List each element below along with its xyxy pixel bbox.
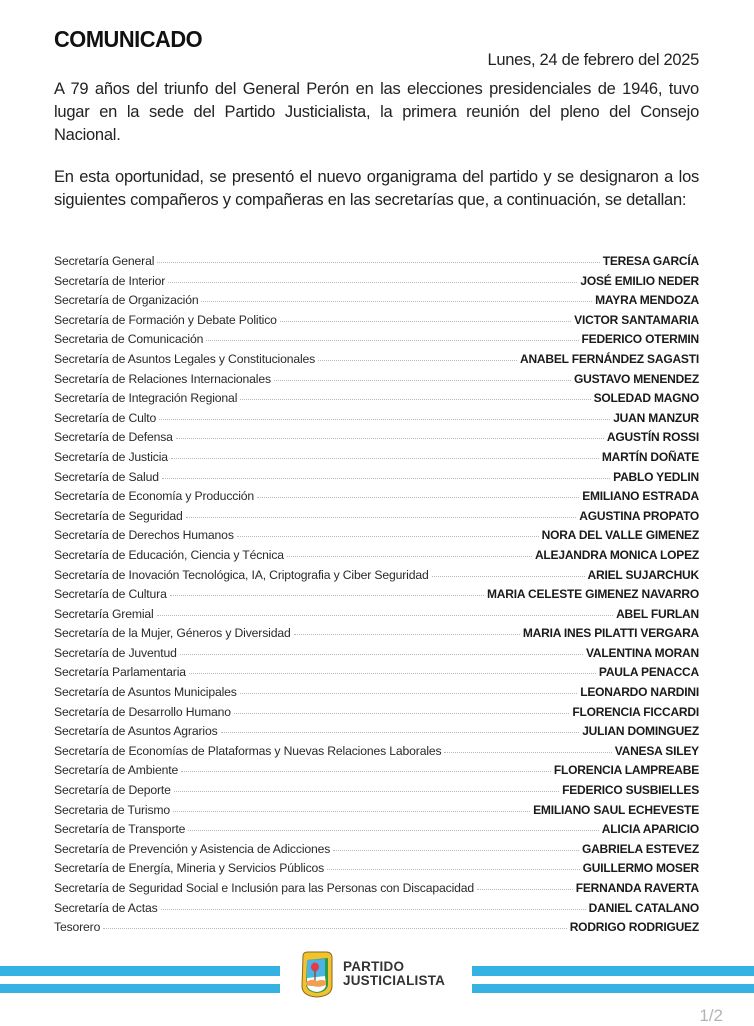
office-name: Secretaría de Inovación Tecnológica, IA, Criptografia y Ciber Seguridad [54, 567, 429, 582]
appointment-row [54, 861, 699, 881]
dotted-leader [174, 791, 559, 792]
appointee-name: SOLEDAD MAGNO [593, 391, 699, 406]
appointee-name: GABRIELA ESTEVEZ [581, 841, 699, 856]
dotted-leader [206, 340, 578, 341]
appointee-name: JOSÉ EMILIO NEDER [580, 273, 699, 288]
appointee-name: ARIEL SUJARCHUK [587, 567, 699, 582]
appointee-name: FLORENCIA LAMPREABE [553, 763, 699, 778]
appointee-name: MARIA CELESTE GIMENEZ NAVARRO [487, 587, 699, 602]
dotted-leader [162, 478, 610, 479]
appointment-row [54, 293, 699, 313]
appointee-name: FEDERICO SUSBIELLES [562, 783, 699, 798]
appointment-row [54, 489, 699, 509]
dotted-leader [186, 517, 577, 518]
appointment-row [54, 685, 699, 705]
appointee-name: JUAN MANZUR [613, 410, 699, 425]
dotted-leader [180, 654, 583, 655]
appointment-row [54, 901, 699, 921]
dotted-leader [257, 497, 579, 498]
document-date: Lunes, 24 de febrero del 2025 [487, 51, 699, 69]
appointee-name: GUSTAVO MENENDEZ [573, 371, 699, 386]
appointee-name: MAYRA MENDOZA [595, 293, 699, 308]
appointee-name: PABLO YEDLIN [613, 469, 699, 484]
office-name: Secretaría de Energía, Mineria y Servicios Públicos [54, 861, 325, 876]
dotted-leader [170, 595, 484, 596]
appointee-name: VICTOR SANTAMARIA [574, 312, 699, 327]
flag-stripe-left-top [0, 966, 280, 976]
document-title: COMUNICADO [54, 26, 203, 52]
office-name: Secretaría de Interior [54, 273, 166, 288]
office-name: Secretaría de Salud [54, 469, 159, 484]
appointee-name: ALICIA APARICIO [601, 822, 699, 837]
appointee-name: ANABEL FERNÁNDEZ SAGASTI [520, 351, 699, 366]
dotted-leader [444, 752, 611, 753]
dotted-leader [157, 262, 599, 263]
office-name: Secretaría de Economía y Producción [54, 489, 255, 504]
appointee-name: DANIEL CATALANO [588, 900, 699, 915]
dotted-leader [274, 380, 571, 381]
appointee-name: FEDERICO OTERMIN [581, 332, 699, 347]
office-name: Secretaría de Asuntos Municipales [54, 685, 237, 700]
dotted-leader [280, 321, 571, 322]
office-name: Secretaría Parlamentaria [54, 665, 186, 680]
office-name: Secretaría de Economías de Plataformas y Nuevas Relaciones Laborales [54, 743, 442, 758]
office-name: Secretaría de Justicia [54, 449, 168, 464]
appointment-row [54, 313, 699, 333]
dotted-leader [327, 869, 580, 870]
office-name: Secretaría de Formación y Debate Politico [54, 312, 277, 327]
office-name: Secretaría de Cultura [54, 587, 167, 602]
dotted-leader [157, 615, 614, 616]
appointment-row [54, 274, 699, 294]
dotted-leader [287, 556, 532, 557]
appointment-row [54, 920, 699, 940]
page-indicator: 1/2 [699, 1006, 723, 1025]
appointment-row [54, 646, 699, 666]
appointee-name: GUILLERMO MOSER [582, 861, 699, 876]
appointment-row [54, 763, 699, 783]
appointment-row [54, 665, 699, 685]
appointee-name: JULIAN DOMINGUEZ [582, 724, 699, 739]
appointee-name: ABEL FURLAN [616, 606, 699, 621]
appointment-row [54, 822, 699, 842]
party-logo [299, 950, 445, 998]
dotted-leader [432, 576, 585, 577]
flag-stripe-right-top [472, 966, 754, 976]
dotted-leader [103, 928, 567, 929]
office-name: Secretaría General [54, 254, 155, 268]
appointment-row [54, 783, 699, 803]
office-name: Secretaría Gremial [54, 606, 154, 621]
appointee-name: FLORENCIA FICCARDI [572, 704, 699, 719]
appointee-name: VALENTINA MORAN [586, 645, 699, 660]
appointment-row [54, 607, 699, 627]
dotted-leader [171, 458, 599, 459]
dotted-leader [161, 909, 586, 910]
dotted-leader [221, 732, 580, 733]
dotted-leader [176, 438, 604, 439]
appointment-row [54, 705, 699, 725]
appointee-name: FERNANDA RAVERTA [575, 881, 699, 895]
appointment-row [54, 352, 699, 372]
dotted-leader [240, 693, 577, 694]
office-name: Secretaría de Educación, Ciencia y Técnica [54, 547, 284, 562]
appointee-name: EMILIANO SAUL ECHEVESTE [533, 802, 699, 817]
appointee-name: LEONARDO NARDINI [580, 685, 699, 700]
dotted-leader [237, 536, 539, 537]
appointment-row [54, 568, 699, 588]
office-name: Secretaría de Actas [54, 900, 158, 915]
office-name: Secretaría de Seguridad Social e Inclusión para las Personas con Discapacidad [54, 881, 475, 895]
office-name: Secretaría de Seguridad [54, 508, 183, 523]
dotted-leader [188, 830, 599, 831]
designation-paragraph: En esta oportunidad, se presentó el nuevo organigrama del partido y se designaron a los siguientes compañeros y compañeras en las secretarías que, a continuación, se detallan: [54, 168, 699, 209]
appointment-row [54, 803, 699, 823]
appointment-row [54, 842, 699, 862]
dotted-leader [318, 360, 517, 361]
pj-shield-icon [299, 950, 335, 998]
office-name: Secretaría de Culto [54, 410, 157, 425]
dotted-leader [201, 301, 592, 302]
appointment-row [54, 528, 699, 548]
appointment-row [54, 332, 699, 352]
office-name: Secretaría de Deporte [54, 783, 171, 798]
office-name: Secretaría de la Mujer, Géneros y Diversidad [54, 626, 291, 641]
intro-paragraph: A 79 años del triunfo del General Perón en las elecciones presidenciales de 1946, tuvo lugar en la sede del Partido Justicialista, la primera reunión del pleno del Consejo Nacional. [54, 80, 699, 144]
appointment-row [54, 626, 699, 646]
party-name-line2: JUSTICIALISTA [343, 973, 446, 988]
dotted-leader [189, 673, 596, 674]
office-name: Secretaría de Integración Regional [54, 391, 238, 406]
office-name: Secretaría de Desarrollo Humano [54, 704, 231, 719]
dotted-leader [240, 399, 590, 400]
party-name-line1: PARTIDO [343, 959, 405, 974]
dotted-leader [159, 419, 610, 420]
flag-stripe-right-bottom [472, 984, 754, 993]
party-name [343, 960, 445, 988]
appointee-name: AGUSTINA PROPATO [579, 508, 699, 523]
appointee-name: NORA DEL VALLE GIMENEZ [541, 528, 699, 543]
appointee-name: PAULA PENACCA [598, 665, 699, 680]
dotted-leader [234, 713, 569, 714]
office-name: Secretaria de Comunicación [54, 332, 204, 347]
dotted-leader [173, 811, 530, 812]
appointee-name: VANESA SILEY [614, 743, 699, 758]
office-name: Secretaría de Relaciones Internacionales [54, 371, 271, 386]
appointee-name: AGUSTÍN ROSSI [606, 430, 699, 445]
flag-stripe-left-bottom [0, 984, 280, 993]
appointment-row [54, 470, 699, 490]
appointment-row [54, 430, 699, 450]
appointment-row [54, 509, 699, 529]
appointment-row [54, 391, 699, 411]
office-name: Secretaría de Organización [54, 293, 199, 308]
office-name: Secretaria de Turismo [54, 802, 171, 817]
appointment-row [54, 587, 699, 607]
appointment-row [54, 254, 699, 274]
office-name: Secretaría de Asuntos Agrarios [54, 724, 218, 739]
dotted-leader [294, 634, 520, 635]
dotted-leader [181, 771, 551, 772]
office-name: Secretaría de Asuntos Legales y Constitucionales [54, 351, 316, 366]
dotted-leader [477, 889, 573, 890]
appointments-list [54, 254, 699, 940]
dotted-leader [333, 850, 579, 851]
appointment-row [54, 450, 699, 470]
office-name: Secretaría de Derechos Humanos [54, 528, 234, 543]
office-name: Tesorero [54, 920, 101, 935]
appointee-name: RODRIGO RODRIGUEZ [569, 920, 699, 935]
appointee-name: MARIA INES PILATTI VERGARA [522, 626, 699, 641]
office-name: Secretaría de Transporte [54, 822, 186, 837]
appointee-name: EMILIANO ESTRADA [582, 489, 699, 504]
appointment-row [54, 724, 699, 744]
office-name: Secretaría de Defensa [54, 430, 173, 445]
office-name: Secretaría de Prevención y Asistencia de Adicciones [54, 841, 331, 856]
appointment-row [54, 744, 699, 764]
appointment-row [54, 411, 699, 431]
appointee-name: TERESA GARCÍA [602, 254, 699, 268]
office-name: Secretaría de Ambiente [54, 763, 179, 778]
appointee-name: ALEJANDRA MONICA LOPEZ [534, 547, 699, 562]
appointment-row [54, 881, 699, 901]
appointment-row [54, 548, 699, 568]
office-name: Secretaría de Juventud [54, 645, 177, 660]
appointment-row [54, 372, 699, 392]
appointee-name: MARTÍN DOÑATE [601, 449, 699, 464]
dotted-leader [168, 282, 577, 283]
